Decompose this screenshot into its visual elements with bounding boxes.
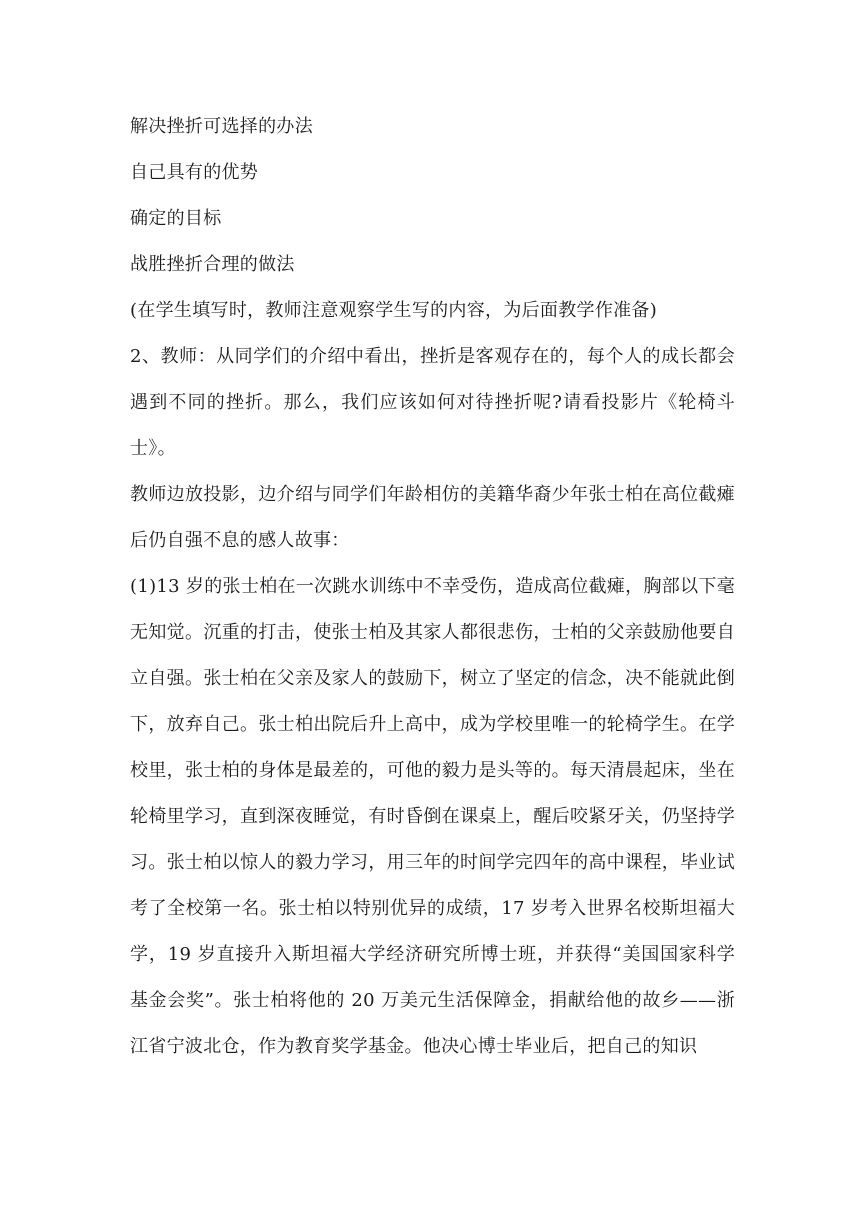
worksheet-item-methods: 战胜挫折合理的做法 — [130, 254, 295, 275]
worksheet-item-solutions: 解决挫折可选择的办法 — [130, 116, 313, 137]
worksheet-item-advantages: 自己具有的优势 — [130, 162, 259, 183]
paragraph-story: (1)13 岁的张士柏在一次跳水训练中不幸受伤，造成高位截瘫，胸部以下毫无知觉。沉重的打击，使张士柏及其家人都很悲伤，士柏的父亲鼓励他要自立自强。张士柏在父亲及家人的鼓励下，树立了坚定的信念，决不能就此倒下，放弃自己。张士柏出院后升上高中，成为学校里唯一的轮椅学生。在学校里，张士柏的身体是最差的，可他的毅力是头等的。每天清晨起床，坐在轮椅里学习，直到深夜睡觉，有时昏倒在课桌上，醒后咬紧牙关，仍坚持学习。张士柏以惊人的毅力学习，用三年的时间学完四年的高中课程，毕业试考了全校第一名。张士柏以特别优异的成绩，17 岁考入世界名校斯坦福大学，19 岁直接升入斯坦福大学经济研究所博士班，并获得“美国国家科学基金会奖”。张士柏将他的 20 万美元生活保障金，捐献给他的故乡——浙江省宁波北仓，作为教育奖学基金。他决心博士毕业后，把自己的知识 — [130, 576, 735, 1057]
paragraph-teacher-intro: 2、教师：从同学们的介绍中看出，挫折是客观存在的，每个人的成长都会遇到不同的挫折。那么，我们应该如何对待挫折呢?请看投影片《轮椅斗士》。 — [130, 346, 735, 459]
document-page — [130, 104, 735, 1070]
teacher-note: (在学生填写时，教师注意观察学生写的内容，为后面教学作准备) — [130, 300, 658, 321]
worksheet-item-goals: 确定的目标 — [130, 208, 222, 229]
paragraph-projection-intro: 教师边放投影，边介绍与同学们年龄相仿的美籍华裔少年张士柏在高位截瘫后仍自强不息的感人故事： — [130, 484, 735, 551]
